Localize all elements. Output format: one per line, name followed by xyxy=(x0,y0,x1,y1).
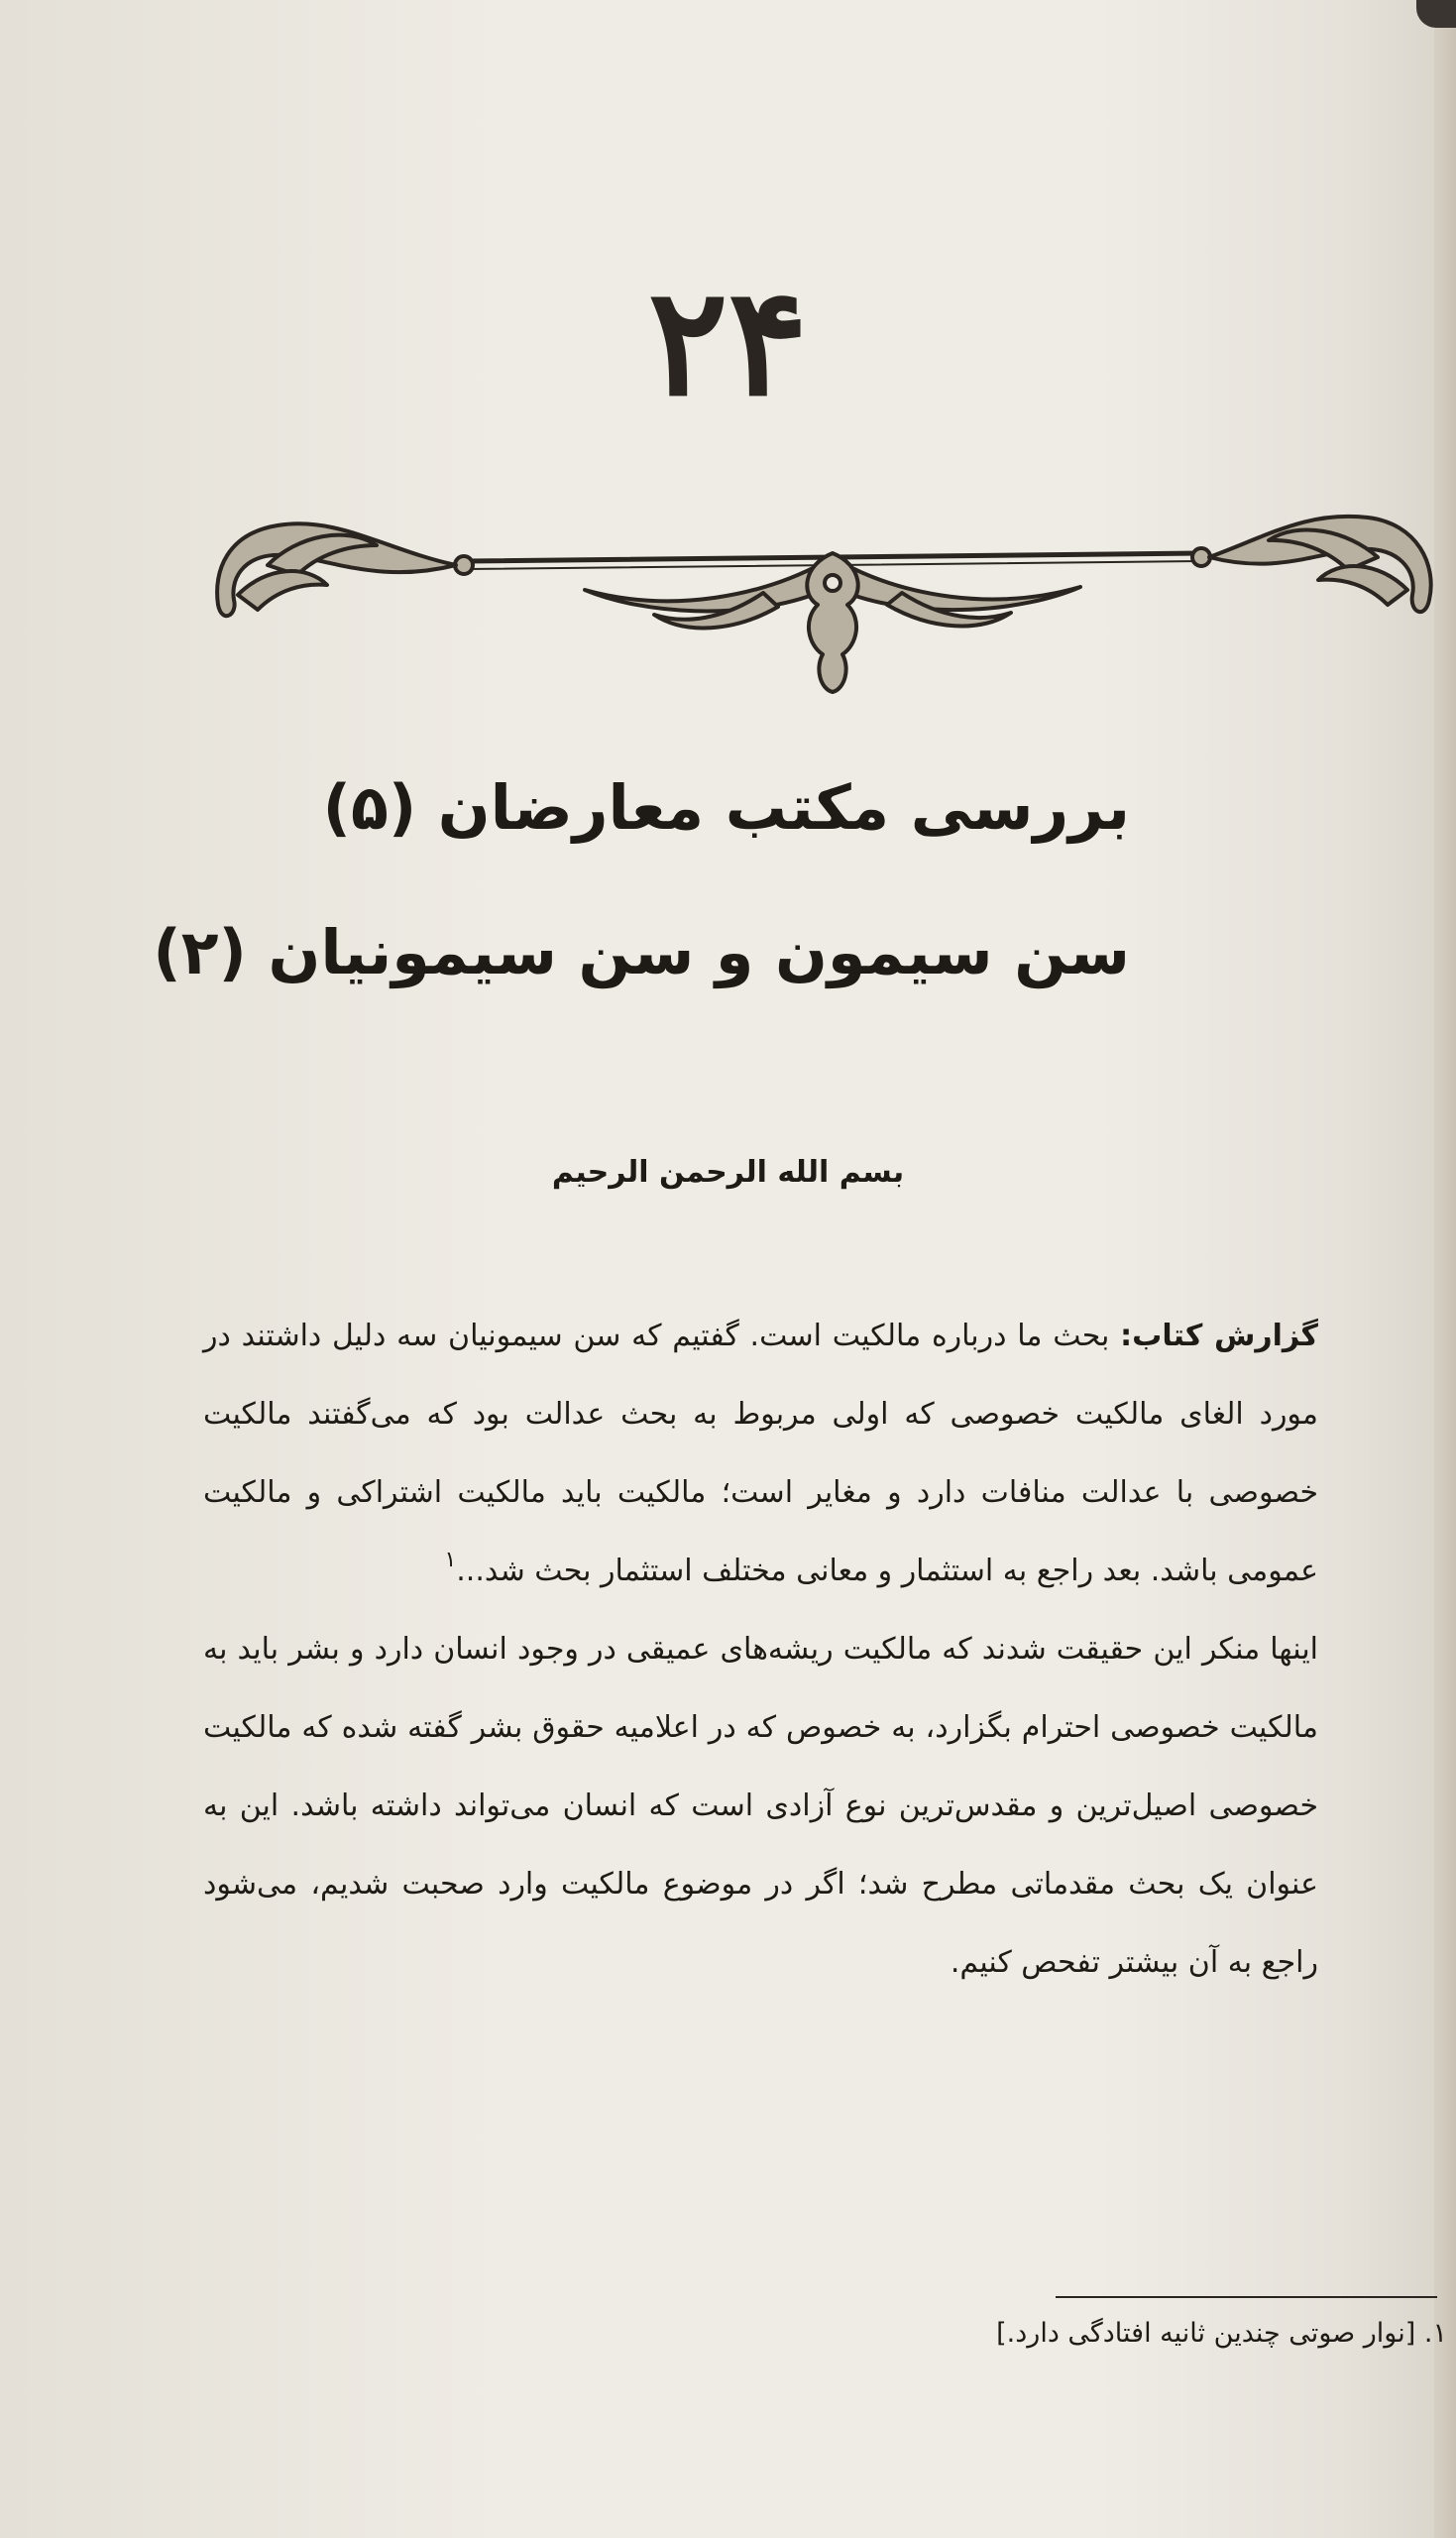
ornament-divider xyxy=(208,496,1437,694)
paragraph-1 xyxy=(203,1297,1318,1610)
paragraph-lead: گزارش کتاب: xyxy=(1120,1319,1318,1353)
paragraph-1-text: بحث ما درباره مالکیت است. گفتیم که سن سیمونیان سه دلیل داشتند در مورد الغای مالکیت خصوصی که اولی مربوط به بحث عدالت بود که می‌گفتند مالکیت خصوصی با عدالت منافات دارد و مغایر است؛ مالکیت باید مالکیت اشتراکی و مالکیت عمومی باشد. بعد راجع به استثمار و معانی مختلف استثمار بحث شد... xyxy=(203,1319,1318,1588)
footnote: ۱. [نوار صوتی چندین ثانیه افتادگی دارد.] xyxy=(996,2318,1447,2349)
chapter-subtitle: سن سیمون و سن سیمونیان (۲) xyxy=(153,916,1130,988)
paragraph-2: اینها منکر این حقیقت شدند که مالکیت ریشه‌های عمیقی در وجود انسان دارد و بشر باید به مالکیت خصوصی احترام بگزارد، به خصوص که در اعلامیه حقوق بشر گفته شده که مالکیت خصوصی اصیل‌ترین و مقدس‌ترین نوع آزادی است که انسان می‌تواند داشته باشد. این به عنوان یک بحث مقدماتی مطرح شد؛ اگر در موضوع مالکیت وارد صحبت شدیم، می‌شود راجع به آن بیشتر تفحص کنیم. xyxy=(203,1632,1318,1980)
chapter-title: بررسی مکتب معارضان (۵) xyxy=(322,771,1130,844)
body-text xyxy=(203,1297,1318,2002)
basmala: بسم الله الرحمن الرحیم xyxy=(551,1155,905,1190)
chapter-number: ۲۴ xyxy=(647,255,809,429)
footnote-reference: ۱ xyxy=(444,1548,457,1572)
footnote-divider xyxy=(1056,2296,1437,2298)
